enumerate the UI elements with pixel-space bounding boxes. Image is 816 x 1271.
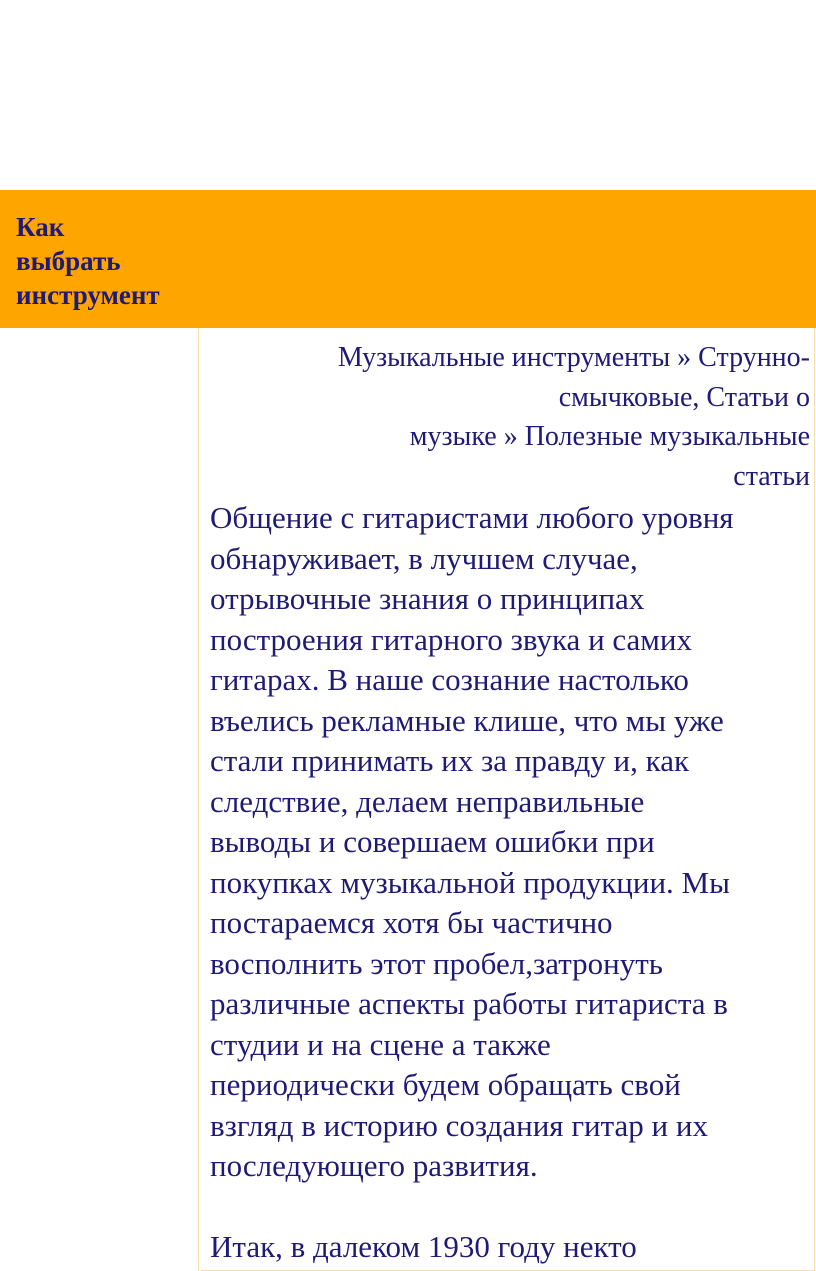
text-line: выводы и совершаем ошибки при [210,824,655,859]
text-line: покупках музыкальной продукции. Мы [210,864,730,900]
text-line: Итак, в далеком 1930 году некто [210,1229,637,1264]
text-line: Общение с гитаристами любого уровня [210,500,734,535]
paragraph-gap [210,1187,810,1228]
text-line: последующего развития. [210,1148,538,1183]
breadcrumb-line[interactable]: смычковые, Статьи о [558,381,810,413]
text-line: постараемся хотя бы частично [210,905,613,940]
text-line: восполнить этот пробел,затронуть [210,945,663,981]
breadcrumb-line[interactable]: Музыкальные инструменты » Струнно- [337,342,810,373]
text-line: периодически будем обращать свой [210,1067,681,1102]
text-line: обнаруживает, в лучшем случае, [210,540,638,576]
left-column [0,328,199,1271]
breadcrumb-line[interactable]: статьи [733,460,810,492]
text-line: различные аспекты работы гитариста в [210,986,728,1021]
text-line: взгляд в историю создания гитар и их [210,1107,708,1143]
text-line: следствие, делаем неправильные [210,783,645,819]
article-paragraph [210,1227,810,1268]
text-line: въелись рекламные клише, что мы уже [210,702,724,738]
breadcrumb-line[interactable]: музыке » Полезные музыкальные [409,421,810,452]
text-line: студии и на сцене а также [210,1026,551,1062]
breadcrumb [210,338,810,496]
text-line: отрывочные знания о принципах [210,581,645,616]
article-body [210,498,810,1268]
text-line: построения гитарного звука и самих [210,621,693,657]
article-paragraph [210,498,810,1187]
text-line: стали принимать их за правду и, как [210,743,690,778]
text-line: гитарах. В наше сознание настолько [210,662,689,697]
page-title: Как выбрать инструмент [16,212,160,310]
